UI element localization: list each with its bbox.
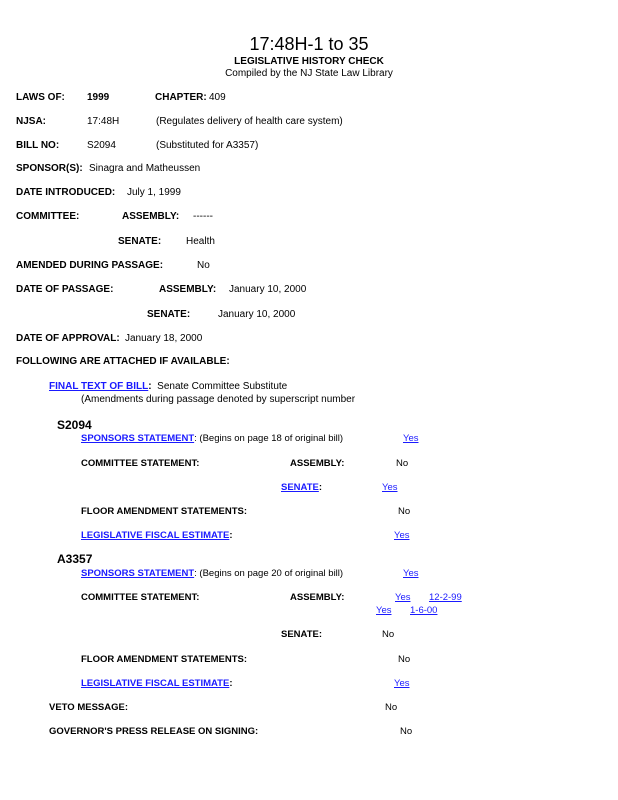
final-text-line	[49, 382, 287, 392]
a3357-assembly-yes-link-2[interactable]: Yes	[376, 605, 392, 616]
s2094-floor-label: FLOOR AMENDMENT STATEMENTS:	[81, 506, 248, 517]
final-text-colon: :	[148, 381, 152, 392]
a3357-committee-label: COMMITTEE STATEMENT:	[81, 592, 200, 603]
a3357-assembly-date-link-1[interactable]: 12-2-99	[429, 592, 462, 603]
s2094-fiscal-yes-link[interactable]: Yes	[394, 530, 410, 541]
bill-no-label: BILL NO:	[16, 140, 60, 151]
laws-of-value: 1999	[87, 92, 110, 103]
laws-of-label: LAWS OF:	[16, 92, 65, 103]
press-release-label: GOVERNOR'S PRESS RELEASE ON SIGNING:	[49, 726, 259, 737]
a3357-sponsors-statement-link[interactable]: SPONSORS STATEMENT	[81, 568, 195, 579]
veto-label: VETO MESSAGE:	[49, 702, 129, 713]
njsa-value: 17:48H	[87, 116, 120, 127]
chapter-label: CHAPTER:	[155, 92, 207, 103]
s2094-senate-yes-link[interactable]: Yes	[382, 482, 398, 493]
a3357-heading: A3357	[57, 552, 93, 566]
date-of-passage-label: DATE OF PASSAGE:	[16, 284, 114, 295]
s2094-sponsors-statement-link[interactable]: SPONSORS STATEMENT	[81, 433, 195, 444]
s2094-sponsors-desc: : (Begins on page 18 of original bill)	[194, 433, 344, 444]
page-title: 17:48H-1 to 35	[249, 34, 369, 54]
s2094-sponsors-yes-link[interactable]: Yes	[403, 433, 419, 444]
passage-assembly-value: January 10, 2000	[229, 284, 307, 295]
date-introduced-value: July 1, 1999	[127, 187, 181, 198]
compiled-by: Compiled by the NJ State Law Library	[225, 68, 393, 79]
committee-label: COMMITTEE:	[16, 211, 80, 222]
s2094-sponsors-line	[81, 434, 343, 444]
a3357-fiscal-line	[81, 679, 232, 689]
a3357-assembly-yes-link-1[interactable]: Yes	[395, 592, 411, 603]
page-subtitle: LEGISLATIVE HISTORY CHECK	[234, 56, 384, 67]
a3357-senate-value: No	[382, 629, 395, 640]
committee-senate-value: Health	[186, 236, 215, 247]
final-text-desc: Senate Committee Substitute	[157, 381, 288, 392]
passage-senate-value: January 10, 2000	[218, 309, 296, 320]
a3357-sponsors-line	[81, 569, 343, 579]
passage-assembly-label: ASSEMBLY:	[159, 284, 217, 295]
attached-heading: FOLLOWING ARE ATTACHED IF AVAILABLE:	[16, 356, 230, 367]
a3357-fiscal-colon: :	[229, 678, 233, 689]
s2094-senate-colon: :	[318, 482, 323, 493]
s2094-fiscal-colon: :	[229, 530, 233, 541]
a3357-fiscal-estimate-link[interactable]: LEGISLATIVE FISCAL ESTIMATE	[81, 678, 230, 689]
s2094-fiscal-line	[81, 531, 232, 541]
njsa-label: NJSA:	[16, 116, 47, 127]
a3357-senate-label: SENATE:	[281, 629, 322, 640]
a3357-floor-label: FLOOR AMENDMENT STATEMENTS:	[81, 654, 248, 665]
committee-assembly-label: ASSEMBLY:	[122, 211, 180, 222]
njsa-desc: (Regulates delivery of health care system)	[156, 116, 343, 127]
amended-label: AMENDED DURING PASSAGE:	[16, 260, 164, 271]
a3357-assembly-label: ASSEMBLY:	[290, 592, 345, 603]
a3357-assembly-date-link-2[interactable]: 1-6-00	[410, 605, 438, 616]
s2094-assembly-value: No	[396, 458, 409, 469]
sponsors-value: Sinagra and Matheussen	[89, 163, 201, 174]
veto-value: No	[385, 702, 398, 713]
final-text-link[interactable]: FINAL TEXT OF BILL	[49, 381, 149, 392]
a3357-sponsors-yes-link[interactable]: Yes	[403, 568, 419, 579]
s2094-senate-line	[281, 483, 322, 493]
s2094-assembly-label: ASSEMBLY:	[290, 458, 345, 469]
press-release-value: No	[400, 726, 413, 737]
date-of-approval-label: DATE OF APPROVAL:	[16, 333, 120, 344]
sponsors-label: SPONSOR(S):	[16, 163, 83, 174]
bill-no-value: S2094	[87, 140, 116, 151]
date-introduced-label: DATE INTRODUCED:	[16, 187, 116, 198]
final-text-note: (Amendments during passage denoted by superscript number	[81, 394, 356, 405]
s2094-committee-label: COMMITTEE STATEMENT:	[81, 458, 200, 469]
date-of-approval-value: January 18, 2000	[125, 333, 203, 344]
chapter-value: 409	[209, 92, 226, 103]
passage-senate-label: SENATE:	[147, 309, 191, 320]
committee-assembly-value: ------	[193, 211, 213, 222]
a3357-fiscal-yes-link[interactable]: Yes	[394, 678, 410, 689]
s2094-floor-value: No	[398, 506, 411, 517]
bill-no-note: (Substituted for A3357)	[156, 140, 259, 151]
amended-value: No	[197, 260, 210, 271]
committee-senate-label: SENATE:	[118, 236, 162, 247]
a3357-sponsors-desc: : (Begins on page 20 of original bill)	[194, 568, 344, 579]
s2094-senate-link[interactable]: SENATE	[281, 482, 319, 493]
a3357-floor-value: No	[398, 654, 411, 665]
s2094-fiscal-estimate-link[interactable]: LEGISLATIVE FISCAL ESTIMATE	[81, 530, 230, 541]
s2094-heading: S2094	[57, 418, 92, 432]
